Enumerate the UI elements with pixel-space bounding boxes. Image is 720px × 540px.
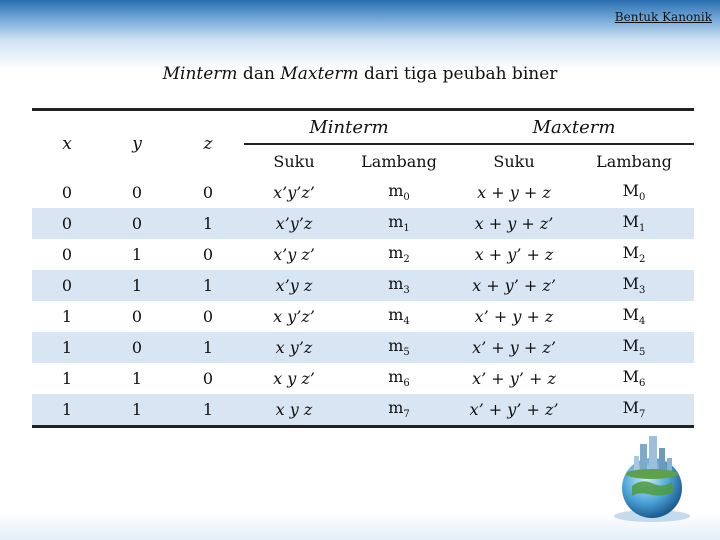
- cell-minterm-symbol: [344, 394, 454, 427]
- cell-maxterm: x + y + z: [477, 183, 551, 202]
- symbol: m: [388, 274, 404, 294]
- cell-z: 1: [172, 270, 244, 301]
- cell-minterm: x y z’: [273, 369, 315, 388]
- cell-maxterm-symbol: [574, 270, 694, 301]
- symbol: m: [388, 181, 404, 201]
- cell-maxterm-symbol: [574, 301, 694, 332]
- title-minterm: Minterm: [162, 64, 238, 84]
- table-top-rule: [32, 108, 694, 111]
- cell-minterm: x y’z’: [273, 307, 315, 326]
- symbol: M: [622, 367, 639, 387]
- cell-minterm-symbol: [344, 239, 454, 270]
- subscript: 5: [403, 347, 410, 359]
- header-maxterm-lambang: Lambang: [574, 144, 694, 177]
- subscript: 7: [403, 409, 410, 421]
- title-rest: dari tiga peubah biner: [358, 64, 558, 84]
- subscript: 2: [403, 254, 410, 266]
- cell-maxterm-symbol: [574, 239, 694, 270]
- cell-maxterm: x’ + y + z’: [454, 332, 574, 363]
- cell-y: 1: [131, 369, 143, 388]
- cell-minterm-symbol: [344, 270, 454, 301]
- symbol: M: [622, 305, 639, 325]
- cell-minterm-symbol: [344, 177, 454, 208]
- cell-z: 1: [172, 332, 244, 363]
- symbol: m: [388, 243, 404, 263]
- cell-y: 1: [102, 270, 172, 301]
- cell-maxterm-symbol: [574, 332, 694, 363]
- cell-z: 0: [202, 183, 214, 202]
- cell-y: 0: [102, 332, 172, 363]
- subscript: 6: [403, 378, 410, 390]
- cell-x: 0: [32, 270, 102, 301]
- subscript: 4: [639, 316, 646, 328]
- cell-x: 1: [32, 394, 102, 427]
- cell-maxterm: x + y’ + z: [474, 245, 554, 264]
- cell-minterm: x y z: [244, 394, 344, 427]
- title-maxterm: Maxterm: [280, 64, 359, 84]
- minterm-maxterm-table: [32, 111, 694, 428]
- cell-minterm: x’y z: [244, 270, 344, 301]
- cell-x: 0: [61, 183, 73, 202]
- globe-city-icon: [602, 426, 702, 526]
- header-link[interactable]: Bentuk Kanonik: [614, 10, 712, 24]
- cell-x: 1: [61, 369, 73, 388]
- cell-minterm-symbol: [344, 301, 454, 332]
- header-minterm-suku: Suku: [244, 144, 344, 177]
- header-y: y: [132, 134, 142, 154]
- symbol: M: [622, 181, 639, 201]
- cell-maxterm-symbol: [574, 363, 694, 394]
- subscript: 6: [639, 378, 646, 390]
- cell-maxterm: x + y’ + z’: [454, 270, 574, 301]
- table-row: [32, 394, 694, 427]
- cell-y: 0: [131, 307, 143, 326]
- subscript: 2: [639, 254, 646, 266]
- subscript: 3: [639, 285, 646, 297]
- cell-maxterm: x’ + y + z: [474, 307, 554, 326]
- cell-y: 1: [131, 245, 143, 264]
- symbol: m: [388, 367, 404, 387]
- cell-minterm-symbol: [344, 208, 454, 239]
- subscript: 1: [639, 223, 646, 235]
- cell-maxterm: x + y + z’: [454, 208, 574, 239]
- cell-z: 1: [172, 394, 244, 427]
- cell-maxterm: x’ + y’ + z’: [454, 394, 574, 427]
- table-row: [32, 239, 694, 270]
- cell-minterm: x y’z: [244, 332, 344, 363]
- cell-z: 0: [202, 369, 214, 388]
- slide-title: [0, 64, 720, 84]
- symbol: M: [622, 398, 639, 418]
- header-maxterm-suku: Suku: [454, 144, 574, 177]
- table-row: [32, 177, 694, 208]
- cell-z: 1: [172, 208, 244, 239]
- symbol: m: [388, 398, 404, 418]
- subscript: 1: [403, 223, 410, 235]
- subscript: 0: [639, 192, 646, 204]
- table-row: [32, 363, 694, 394]
- cell-minterm: x’y z’: [273, 245, 315, 264]
- subscript: 0: [403, 192, 410, 204]
- symbol: m: [388, 305, 404, 325]
- cell-x: 1: [61, 307, 73, 326]
- cell-z: 0: [202, 307, 214, 326]
- table-row: [32, 208, 694, 239]
- cell-minterm-symbol: [344, 332, 454, 363]
- symbol: M: [622, 336, 639, 356]
- subscript: 7: [639, 409, 646, 421]
- table-row: [32, 332, 694, 363]
- cell-minterm: x’y’z’: [273, 183, 315, 202]
- cell-maxterm-symbol: [574, 177, 694, 208]
- header-z: z: [203, 134, 213, 154]
- title-conjunction: dan: [237, 64, 281, 84]
- symbol: m: [388, 212, 404, 232]
- cell-y: 1: [102, 394, 172, 427]
- symbol: M: [622, 274, 639, 294]
- cell-y: 0: [102, 208, 172, 239]
- table-row: [32, 301, 694, 332]
- header-x: x: [62, 134, 72, 154]
- cell-minterm: x’y’z: [244, 208, 344, 239]
- subscript: 4: [403, 316, 410, 328]
- truth-table-container: [32, 108, 694, 428]
- header-minterm-group: Minterm: [309, 116, 389, 138]
- symbol: M: [622, 243, 639, 263]
- subscript: 5: [639, 347, 646, 359]
- cell-maxterm-symbol: [574, 208, 694, 239]
- header-maxterm-group: Maxterm: [532, 116, 616, 138]
- cell-y: 0: [131, 183, 143, 202]
- header-minterm-lambang: Lambang: [344, 144, 454, 177]
- table-row: [32, 270, 694, 301]
- symbol: M: [622, 212, 639, 232]
- symbol: m: [388, 336, 404, 356]
- cell-maxterm: x’ + y’ + z: [472, 369, 556, 388]
- cell-minterm-symbol: [344, 363, 454, 394]
- cell-maxterm-symbol: [574, 394, 694, 427]
- cell-x: 1: [32, 332, 102, 363]
- cell-x: 0: [32, 208, 102, 239]
- cell-z: 0: [202, 245, 214, 264]
- cell-x: 0: [61, 245, 73, 264]
- subscript: 3: [403, 285, 410, 297]
